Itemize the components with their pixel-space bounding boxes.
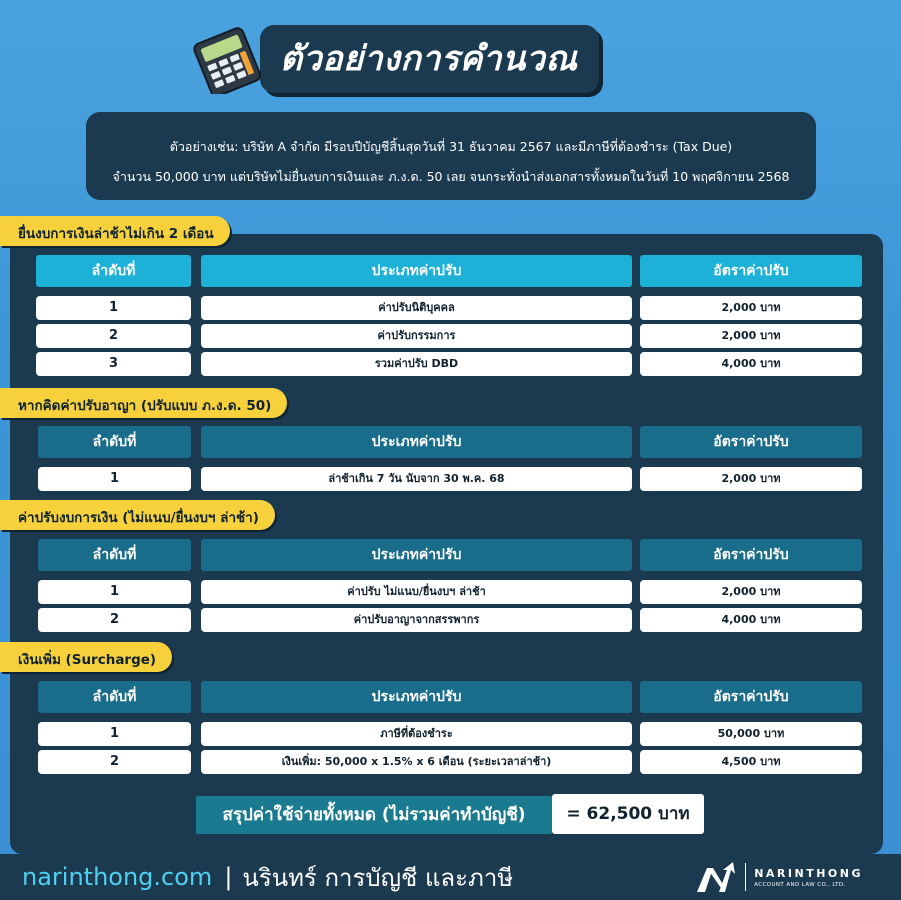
header-rate: อัตราค่าปรับ <box>640 255 862 287</box>
brand-logo <box>695 860 863 894</box>
header-type: ประเภทค่าปรับ <box>201 539 632 571</box>
table-row-type: เงินเพิ่ม: 50,000 x 1.5% x 6 เดือน (ระยะเวลาล่าช้า) <box>201 750 632 774</box>
header-order: ลำดับที่ <box>36 255 191 287</box>
table-row-type: ค่าปรับ ไม่แนบ/ยื่นงบฯ ล่าช้า <box>201 580 632 604</box>
footer <box>0 854 901 900</box>
table-row-type: ค่าปรับกรรมการ <box>201 324 632 348</box>
table-row-order: 2 <box>36 324 191 348</box>
intro-box <box>86 112 816 200</box>
intro-line-2: จำนวน 50,000 บาท แต่บริษัทไม่ยื่นงบการเงินและ ภ.ง.ด. 50 เลย จนกระทั่งนำส่งเอกสารทั้งหมดในวันที่ 10 พฤศจิกายน 2568 <box>112 169 790 184</box>
header-type: ประเภทค่าปรับ <box>201 426 632 458</box>
table-row-type: รวมค่าปรับ DBD <box>201 352 632 376</box>
table-row-type: ค่าปรับนิติบุคคล <box>201 296 632 320</box>
page-title: ตัวอย่างการคำนวณ <box>260 25 599 93</box>
table-row-order: 3 <box>36 352 191 376</box>
brand-name-thai: นรินทร์ การบัญชี และภาษี <box>242 863 514 892</box>
footer-separator: | <box>224 863 233 891</box>
table-row-order: 1 <box>38 467 191 491</box>
title-area <box>188 24 599 94</box>
table-row-type: ภาษีที่ต้องชำระ <box>201 722 632 746</box>
header-order: ลำดับที่ <box>38 426 191 458</box>
logo-text <box>754 867 863 888</box>
header-rate: อัตราค่าปรับ <box>640 539 862 571</box>
header-order: ลำดับที่ <box>38 681 191 713</box>
logo-subtitle: ACCOUNT AND LAW CO., LTD. <box>754 881 846 888</box>
header-type: ประเภทค่าปรับ <box>201 255 632 287</box>
table-row-rate: 2,000 บาท <box>640 324 862 348</box>
table-row-order: 1 <box>38 722 191 746</box>
section-label-surcharge: เงินเพิ่ม (Surcharge) <box>0 642 172 672</box>
table-row-order: 1 <box>38 580 191 604</box>
website-link[interactable]: narinthong.com <box>22 863 213 891</box>
header-order: ลำดับที่ <box>38 539 191 571</box>
table-row-type: ค่าปรับอาญาจากสรรพากร <box>201 608 632 632</box>
table-row-order: 2 <box>38 608 191 632</box>
table-row-rate: 4,500 บาท <box>640 750 862 774</box>
header-rate: อัตราค่าปรับ <box>640 681 862 713</box>
logo-divider <box>745 863 746 891</box>
table-row-type: ล่าช้าเกิน 7 วัน นับจาก 30 พ.ค. 68 <box>201 467 632 491</box>
narinthong-logo-icon <box>695 860 739 894</box>
section-label-criminal-fine: หากคิดค่าปรับอาญา (ปรับแบบ ภ.ง.ด. 50) <box>0 388 287 418</box>
table-row-order: 2 <box>38 750 191 774</box>
table-row-rate: 4,000 บาท <box>640 352 862 376</box>
table-row-rate: 4,000 บาท <box>640 608 862 632</box>
table-row-rate: 2,000 บาท <box>640 296 862 320</box>
table-row-rate: 50,000 บาท <box>640 722 862 746</box>
summary-total: = 62,500 บาท <box>552 794 704 834</box>
section-label-financial-statement-fine: ค่าปรับงบการเงิน (ไม่แนบ/ยื่นงบฯ ล่าช้า) <box>0 500 275 530</box>
logo-name: NARINTHONG <box>754 866 863 880</box>
calculator-icon <box>188 24 266 94</box>
table-row-order: 1 <box>36 296 191 320</box>
intro-line-1: ตัวอย่างเช่น: บริษัท A จำกัด มีรอบปีบัญชีสิ้นสุดวันที่ 31 ธันวาคม 2567 และมีภาษีที่ต้องชำระ (Tax Due) <box>169 139 733 154</box>
header-rate: อัตราค่าปรับ <box>640 426 862 458</box>
section-label-late-filing: ยื่นงบการเงินล่าช้าไม่เกิน 2 เดือน <box>0 216 230 246</box>
table-row-rate: 2,000 บาท <box>640 467 862 491</box>
table-row-rate: 2,000 บาท <box>640 580 862 604</box>
header-type: ประเภทค่าปรับ <box>201 681 632 713</box>
summary-label: สรุปค่าใช้จ่ายทั้งหมด (ไม่รวมค่าทำบัญชี) <box>196 796 552 834</box>
